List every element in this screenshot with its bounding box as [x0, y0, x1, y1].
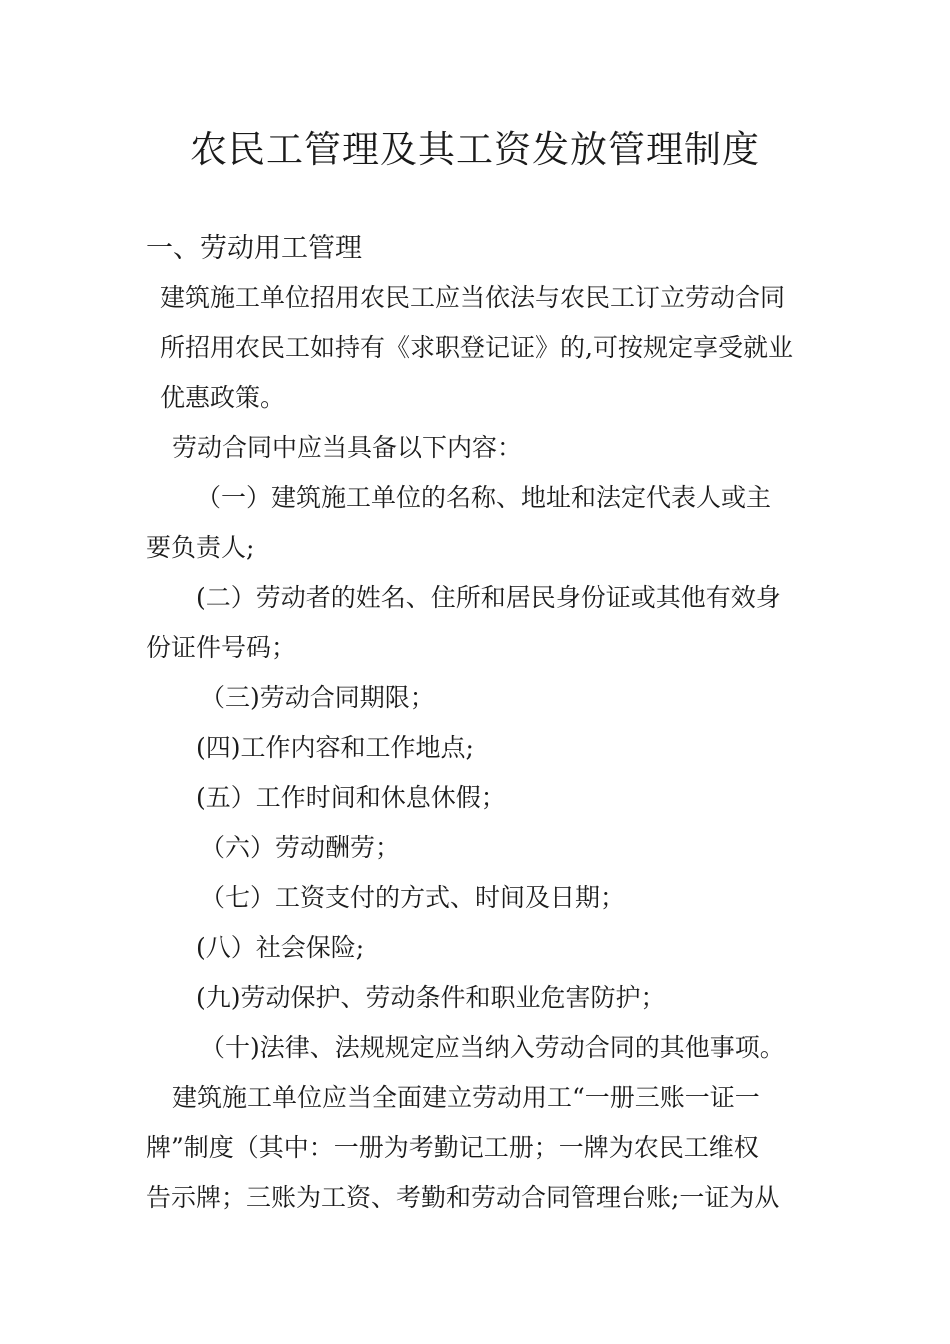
list-item: （一）建筑施工单位的名称、地址和法定代表人或主	[196, 483, 772, 512]
list-item: (九)劳动保护、劳动条件和职业危害防护；	[196, 983, 666, 1012]
list-item: （三)劳动合同期限；	[200, 683, 435, 712]
document-title: 农民工管理及其工资发放管理制度	[190, 128, 760, 171]
paragraph-line: 优惠政策。	[160, 383, 286, 412]
list-item: （七）工资支付的方式、时间及日期；	[200, 883, 626, 912]
list-item: (二）劳动者的姓名、住所和居民身份证或其他有效身	[196, 583, 781, 612]
list-item: (八）社会保险;	[196, 933, 365, 962]
paragraph-line: 建筑施工单位应当全面建立劳动用工“一册三账一证一	[172, 1083, 760, 1112]
paragraph-line: 所招用农民工如持有《求职登记证》的,可按规定享受就业	[160, 333, 793, 362]
section-heading: 一、劳动用工管理	[146, 233, 362, 264]
list-item: （十)法律、法规规定应当纳入劳动合同的其他事项。	[200, 1033, 785, 1062]
list-item: （六）劳动酬劳；	[200, 833, 401, 862]
list-item-continuation: 份证件号码；	[146, 633, 297, 662]
paragraph-line: 建筑施工单位招用农民工应当依法与农民工订立劳动合同	[160, 283, 786, 312]
list-item-continuation: 要负责人;	[146, 533, 255, 562]
paragraph-line: 告示牌；三账为工资、考勤和劳动合同管理台账;一证为从	[146, 1183, 780, 1212]
list-item: (四)工作内容和工作地点;	[196, 733, 474, 762]
paragraph-line: 牌”制度（其中：一册为考勤记工册；一牌为农民工维权	[146, 1133, 759, 1162]
list-item: (五）工作时间和休息休假；	[196, 783, 506, 812]
contract-intro: 劳动合同中应当具备以下内容：	[172, 433, 523, 462]
